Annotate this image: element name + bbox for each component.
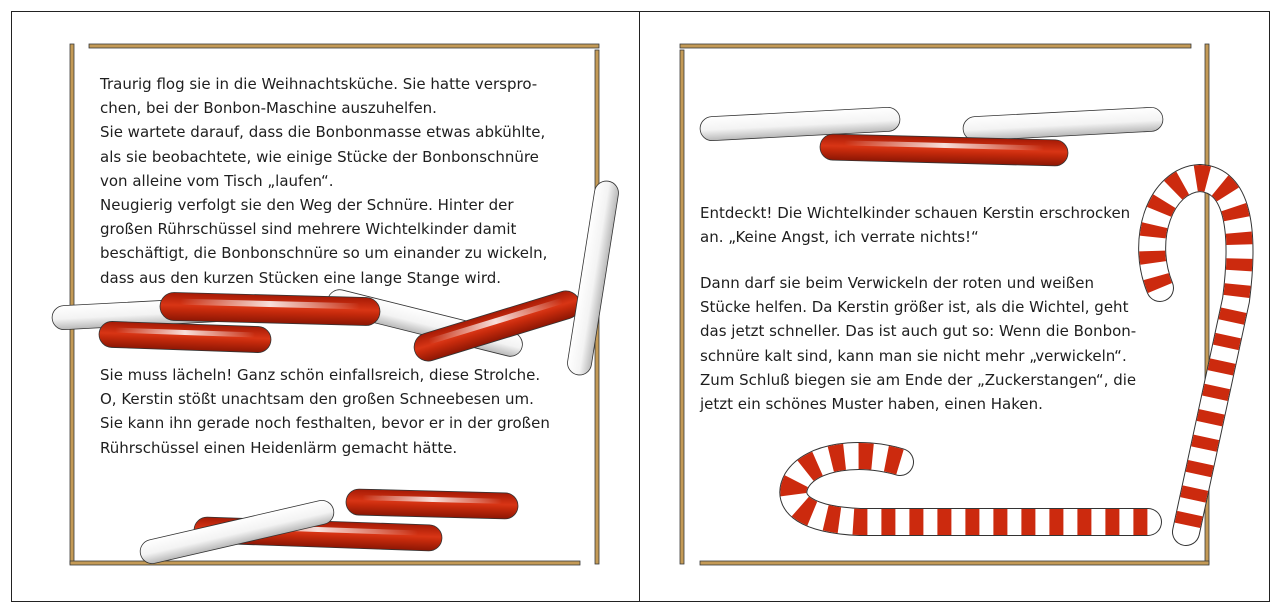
right-frame-bottom — [700, 561, 1209, 565]
left-frame-left — [70, 44, 74, 564]
right-page-paragraph-1: Entdeckt! Die Wichtelkinder schauen Kerstin erschrocken an. „Keine Angst, ich verrate nichts!“ — [700, 204, 1131, 247]
left-page-paragraph-1: Traurig flog sie in die Weihnachtsküche. Sie hatte verspro- chen, bei der Bonbon-Maschine auszuhelfen. Sie wartete darauf, dass die Bonbonmasse etwas abkühlte, als sie beobachtete, wie einige Stücke der Bonbonschnüre von alleine vom Tisch „laufen“. Neugierig verfolgt sie den Weg der Schnüre. Hinter der großen Rührschüssel sind mehrere Wichtelkinder damit beschäftigt, die Bonbonschnüre so um einander zu wickeln, dass aus den kurzen Stücken eine lange Stange wird. — [100, 75, 548, 287]
red-candy-stick — [160, 292, 381, 326]
red-candy-stick — [99, 321, 272, 353]
right-frame-left — [680, 50, 684, 564]
left-page-paragraph-2: Sie muss lächeln! Ganz schön einfallsreich, diese Strolche. O, Kerstin stößt unachtsam den großen Schneebesen um. Sie kann ihn gerade noch festhalten, bevor er in der großen Rührschüssel einen Heidenlärm gemacht hätte. — [100, 366, 550, 457]
red-candy-stick — [346, 489, 519, 519]
right-frame-top — [680, 44, 1191, 48]
right-page-paragraph-2: Dann darf sie beim Verwickeln der roten und weißen Stücke helfen. Da Kerstin größer ist, als die Wichtel, geht das jetzt schneller. Das ist auch gut so: Wenn die Bonbon- schnüre kalt sind, kann man sie nicht mehr „verwickeln“. Zum Schluß biegen sie am Ende der „Zuckerstangen“, die jetzt ein schönes Muster haben, einen Haken. — [700, 274, 1137, 414]
left-frame-top — [89, 44, 599, 48]
